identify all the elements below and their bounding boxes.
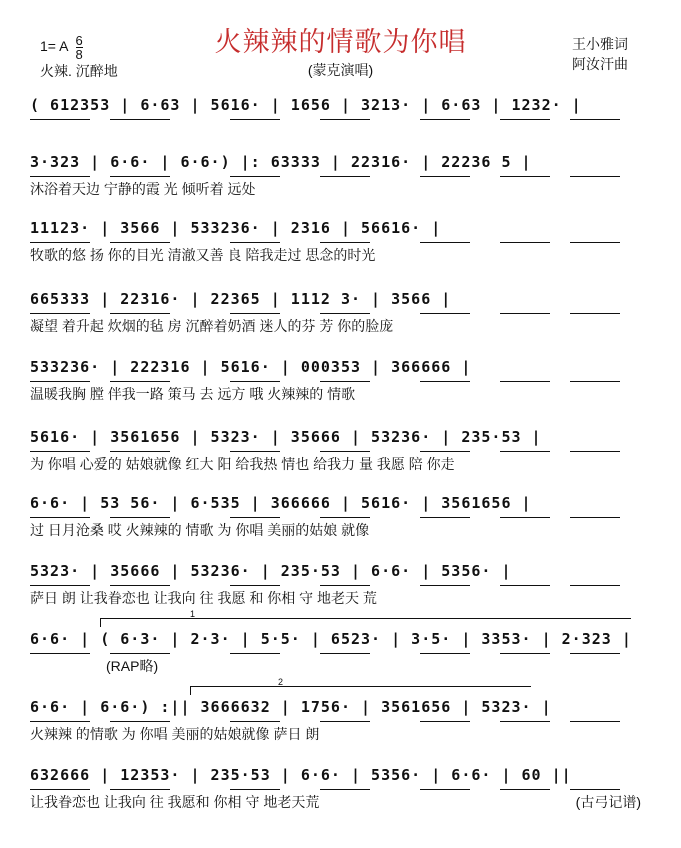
singer-label: (蒙克演唱) [307, 62, 374, 78]
notation-row: 6·6· | 6·6·) :|| 3666632 | 1756· | 3561656 | 5323· | [30, 698, 552, 716]
beam-line [230, 585, 280, 586]
notation-row: 533236· | 222316 | 5616· | 000353 | 366666 | [30, 358, 472, 376]
score-line [0, 358, 681, 418]
beam-line [230, 381, 280, 382]
beam-line [570, 789, 620, 790]
beam-line [110, 176, 170, 177]
lyrics-row: 凝望 着升起 炊烟的毡 房 沉醉着奶酒 迷人的芬 芳 你的脸庞 [30, 318, 394, 334]
beam-line [30, 176, 90, 177]
beam-line [500, 451, 550, 452]
beam-line [110, 119, 170, 120]
score-line [0, 290, 681, 350]
beam-line [110, 381, 170, 382]
beam-line [320, 119, 370, 120]
annotation-note: (RAP略) [106, 658, 159, 674]
volta-bracket-first [100, 618, 631, 627]
beam-line [500, 381, 550, 382]
score-line [0, 219, 681, 279]
beam-line [230, 313, 280, 314]
beam-line [570, 451, 620, 452]
beam-line [230, 451, 280, 452]
beam-line [420, 517, 470, 518]
score-line [0, 766, 681, 826]
beam-line [110, 242, 170, 243]
beam-line [570, 653, 620, 654]
notation-row: ( 612353 | 6·63 | 5616· | 1656 | 3213· | 6·63 | 1232· | [30, 96, 582, 114]
beam-line [230, 789, 280, 790]
score-line [0, 428, 681, 488]
beam-line [320, 176, 370, 177]
beam-line [320, 721, 370, 722]
notation-row: 5323· | 35666 | 53236· | 235·53 | 6·6· | 5356· | [30, 562, 512, 580]
lyrics-row: 萨日 朗 让我眷恋也 让我向 往 我愿 和 你相 守 地老天 荒 [30, 590, 377, 606]
beam-line [30, 313, 90, 314]
beam-line [570, 119, 620, 120]
lyrics-row: 为 你唱 心爱的 姑娘就像 红大 阳 给我热 情也 给我力 量 我愿 陪 你走 [30, 456, 455, 472]
score-line [0, 494, 681, 554]
beam-line [570, 721, 620, 722]
meta-right [572, 34, 628, 74]
beam-line [500, 517, 550, 518]
lyrics-row: 让我眷恋也 让我向 往 我愿和 你相 守 地老天荒 [30, 794, 320, 810]
key-label: 1= A [40, 38, 68, 55]
notation-row: 5616· | 3561656 | 5323· | 35666 | 53236· | 235·53 | [30, 428, 542, 446]
beam-line [30, 119, 90, 120]
beam-line [110, 517, 170, 518]
beam-line [110, 451, 170, 452]
beam-line [320, 451, 370, 452]
beam-line [570, 381, 620, 382]
time-sig-top: 6 [75, 33, 83, 48]
beam-line [420, 242, 470, 243]
score-line [0, 562, 681, 622]
beam-line [230, 176, 280, 177]
volta-number-first: 1 [190, 609, 196, 619]
score-line [0, 153, 681, 213]
beam-line [30, 381, 90, 382]
beam-line [110, 721, 170, 722]
beam-line [230, 517, 280, 518]
composer-label: 阿汝汗曲 [572, 56, 628, 72]
beam-line [30, 789, 90, 790]
score-line [0, 630, 681, 690]
song-title: 火辣辣的情歌为你唱 [214, 27, 467, 58]
beam-line [230, 721, 280, 722]
beam-line [230, 242, 280, 243]
beam-line [420, 176, 470, 177]
time-sig-bottom: 8 [75, 47, 83, 62]
volta-bracket-second [190, 686, 531, 695]
beam-line [320, 381, 370, 382]
lyrics-row: 沐浴着天边 宁静的霞 光 倾听着 远处 [30, 181, 256, 197]
beam-line [500, 242, 550, 243]
beam-line [30, 585, 90, 586]
notation-row: 632666 | 12353· | 235·53 | 6·6· | 5356· | 6·6· | 60 || [30, 766, 572, 784]
beam-line [500, 789, 550, 790]
beam-line [230, 653, 280, 654]
beam-line [570, 585, 620, 586]
beam-line [110, 789, 170, 790]
beam-line [320, 517, 370, 518]
beam-line [420, 789, 470, 790]
beam-line [420, 381, 470, 382]
notation-row: 665333 | 22316· | 22365 | 1112 3· | 3566 | [30, 290, 452, 308]
beam-line [420, 451, 470, 452]
annotation-note: (古弓记谱) [575, 794, 641, 810]
notation-row: 6·6· | ( 6·3· | 2·3· | 5·5· | 6523· | 3·5· | 3353· | 2·323 | [30, 630, 632, 648]
beam-line [320, 242, 370, 243]
beam-line [500, 119, 550, 120]
notation-row: 11123· | 3566 | 533236· | 2316 | 56616· | [30, 219, 442, 237]
beam-line [30, 653, 90, 654]
lyricist-label: 王小雅词 [572, 36, 628, 52]
beam-line [570, 242, 620, 243]
lyrics-row: 过 日月沧桑 哎 火辣辣的 情歌 为 你唱 美丽的姑娘 就像 [30, 522, 370, 538]
beam-line [500, 653, 550, 654]
beam-line [500, 176, 550, 177]
lyrics-row: 温暖我胸 膛 伴我一路 策马 去 远方 哦 火辣辣的 情歌 [30, 386, 356, 402]
beam-line [30, 517, 90, 518]
beam-line [110, 585, 170, 586]
album-label: 火辣. 沉醉地 [40, 63, 118, 79]
notation-row: 3·323 | 6·6· | 6·6·) |: 63333 | 22316· | 22236 5 | [30, 153, 532, 171]
score-line [0, 96, 681, 156]
lyrics-row: 火辣辣 的情歌 为 你唱 美丽的姑娘就像 萨日 朗 [30, 726, 320, 742]
beam-line [420, 585, 470, 586]
beam-line [500, 585, 550, 586]
beam-line [420, 119, 470, 120]
beam-line [320, 313, 370, 314]
beam-line [110, 653, 170, 654]
beam-line [320, 653, 370, 654]
beam-line [500, 313, 550, 314]
beam-line [30, 242, 90, 243]
beam-line [570, 517, 620, 518]
notation-row: 6·6· | 53 56· | 6·535 | 366666 | 5616· | 3561656 | [30, 494, 532, 512]
beam-line [320, 585, 370, 586]
beam-line [420, 721, 470, 722]
score-line [0, 698, 681, 758]
beam-line [30, 451, 90, 452]
beam-line [570, 313, 620, 314]
beam-line [420, 313, 470, 314]
lyrics-row: 牧歌的悠 扬 你的目光 清澈又善 良 陪我走过 思念的时光 [30, 247, 376, 263]
beam-line [320, 789, 370, 790]
volta-number-second: 2 [278, 677, 284, 687]
beam-line [570, 176, 620, 177]
beam-line [230, 119, 280, 120]
beam-line [30, 721, 90, 722]
beam-line [500, 721, 550, 722]
beam-line [420, 653, 470, 654]
beam-lines [30, 119, 647, 125]
beam-line [110, 313, 170, 314]
